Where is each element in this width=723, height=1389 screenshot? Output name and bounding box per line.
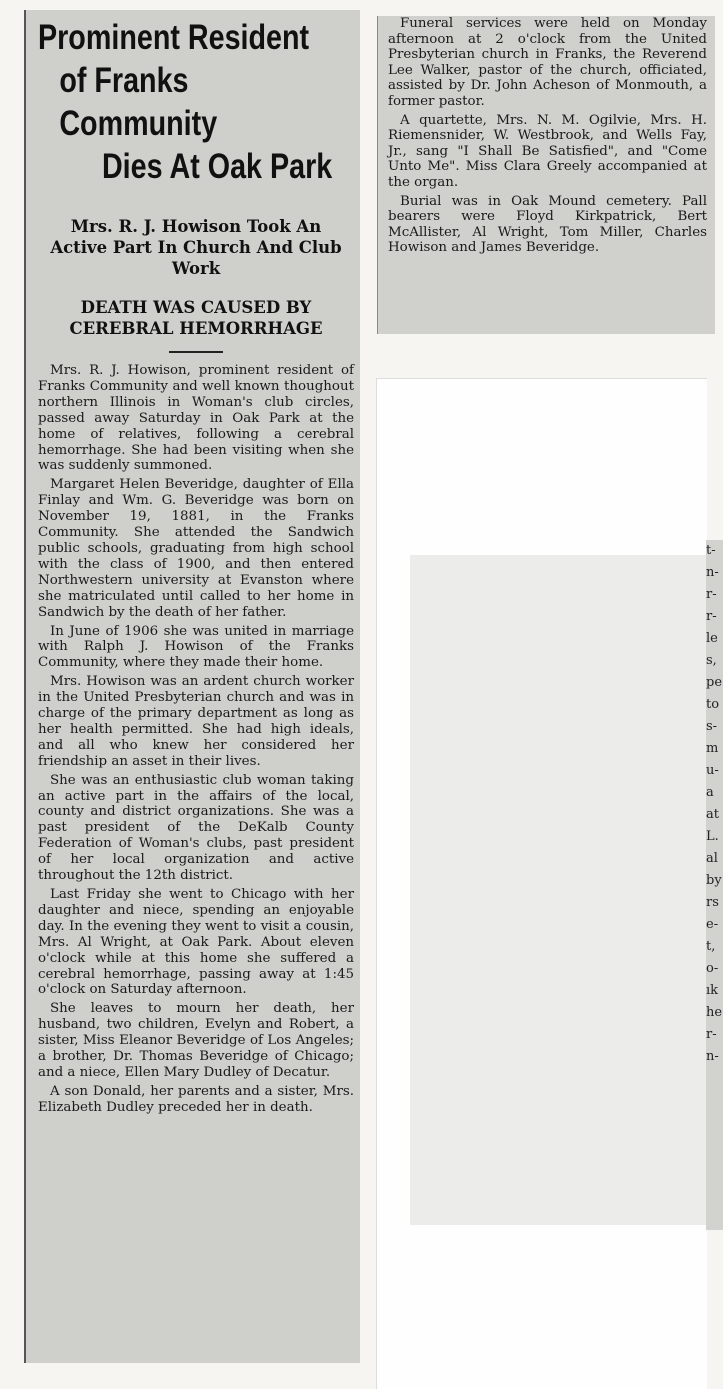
clipped-text-fragment: m xyxy=(706,741,719,756)
clipped-text-fragment: s- xyxy=(706,719,718,734)
paragraph: Funeral services were held on Monday afternoon at 2 o'clock from the United Presbyterian church in Franks, the Reverend Lee Walker, pastor of the church, officiated, assisted by Dr. John Acheson of Monmouth, a former pastor. xyxy=(388,16,707,109)
article-continuation-column xyxy=(377,16,715,334)
headline xyxy=(38,16,354,188)
deck-headline: DEATH WAS CAUSED BY CEREBRAL HEMORRHAGE xyxy=(69,298,323,338)
clipped-text-fragment: al xyxy=(706,851,718,866)
headline-line-3: Dies At Oak Park xyxy=(101,147,333,186)
clipped-text-fragment: pe xyxy=(706,675,723,690)
clipped-text-fragment: t, xyxy=(706,939,716,954)
paragraph: Mrs. Howison was an ardent church worker in the United Presbyterian church and was in charge of the primary department as long as her health permitted. She had high ideals, and all who knew her considered her friendship an asset in their lives. xyxy=(38,674,354,769)
headline-line-2: of Franks Community xyxy=(59,61,218,143)
clipped-text-fragment: le xyxy=(706,631,718,646)
clipped-text-fragment: n- xyxy=(706,1049,719,1064)
continuation-body xyxy=(388,16,707,256)
subheadline: Mrs. R. J. Howison Took An Active Part In Church And Club Work xyxy=(50,217,342,278)
clipped-text-fragment: r- xyxy=(706,609,717,624)
clipped-text-fragment: t- xyxy=(706,543,716,558)
paragraph: She was an enthusiastic club woman taking an active part in the affairs of the local, county and district organizations. She was a past president of the DeKalb County Federation of Woman's clubs, past president of her local organization and active throughout the 12th district. xyxy=(38,772,354,884)
clipped-text-fragment: to xyxy=(706,697,720,712)
clipped-text-fragment: e- xyxy=(706,917,719,932)
paragraph: A son Donald, her parents and a sister, Mrs. Elizabeth Dudley preceded her in death. xyxy=(38,1083,354,1115)
show-through-text-area xyxy=(410,555,710,1225)
paragraph: She leaves to mourn her death, her husband, two children, Evelyn and Robert, a sister, Miss Eleanor Beveridge of Los Angeles; a brother, Dr. Thomas Beveridge of Chicago; and a niece, Ellen Mary Dudley of Decatur. xyxy=(38,1001,354,1080)
paragraph: Burial was in Oak Mound cemetery. Pall bearers were Floyd Kirkpatrick, Bert McAllister, Al Wright, Tom Miller, Charles Howison and James Beveridge. xyxy=(388,193,707,256)
clipped-text-fragment: u- xyxy=(706,763,719,778)
clipped-text-fragment: r- xyxy=(706,1027,717,1042)
clipped-text-fragment: L. xyxy=(706,829,719,844)
clipped-text-fragment: a xyxy=(706,785,714,800)
clipped-text-fragment: r- xyxy=(706,587,717,602)
paragraph: In June of 1906 she was united in marriage with Ralph J. Howison of the Franks Community, where they made their home. xyxy=(38,623,354,671)
clipped-text-fragment: rs xyxy=(706,895,719,910)
article-main-column xyxy=(24,10,360,1363)
clipped-text-fragment: at xyxy=(706,807,719,822)
clipped-text-fragment: s, xyxy=(706,653,717,668)
paragraph: Mrs. R. J. Howison, prominent resident of Franks Community and well known thoughout northern Illinois in Woman's club circles, passed away Saturday in Oak Park at the home of relatives, following a cerebral hemorrhage. She had been visiting when she was suddenly summoned. xyxy=(38,363,354,474)
clipped-text-fragment: he xyxy=(706,1005,723,1020)
paragraph: A quartette, Mrs. N. M. Ogilvie, Mrs. H. Riemensnider, W. Westbrook, and Wells Fay, Jr., sang "I Shall Be Satisfied", and "Come Unto Me". Miss Clara Greely accompanied at the organ. xyxy=(388,112,707,190)
adjacent-clipping-edge xyxy=(706,540,723,1230)
clipped-text-fragment: o- xyxy=(706,961,719,976)
paragraph: Margaret Helen Beveridge, daughter of Ella Finlay and Wm. G. Beveridge was born on November 19, 1881, in the Franks Community. She attended the Sandwich public schools, graduating from high school with the class of 1900, and then entered Northwestern university at Evanston where she matriculated until called to her home in Sandwich by the death of her father. xyxy=(38,477,354,620)
divider-rule xyxy=(169,351,223,353)
paragraph: Last Friday she went to Chicago with her daughter and niece, spending an enjoyable day. In the evening they went to visit a cousin, Mrs. Al Wright, at Oak Park. About eleven o'clock while at this home she suffered a cerebral hemorrhage, passing away at 1:45 o'clock on Saturday afternoon. xyxy=(38,887,354,998)
clipped-text-fragment: n- xyxy=(706,565,719,580)
clipped-text-fragment: ık xyxy=(706,983,719,998)
clipped-text-fragment: by xyxy=(706,873,722,888)
headline-line-1: Prominent Resident xyxy=(38,18,310,57)
article-body xyxy=(38,363,354,1116)
